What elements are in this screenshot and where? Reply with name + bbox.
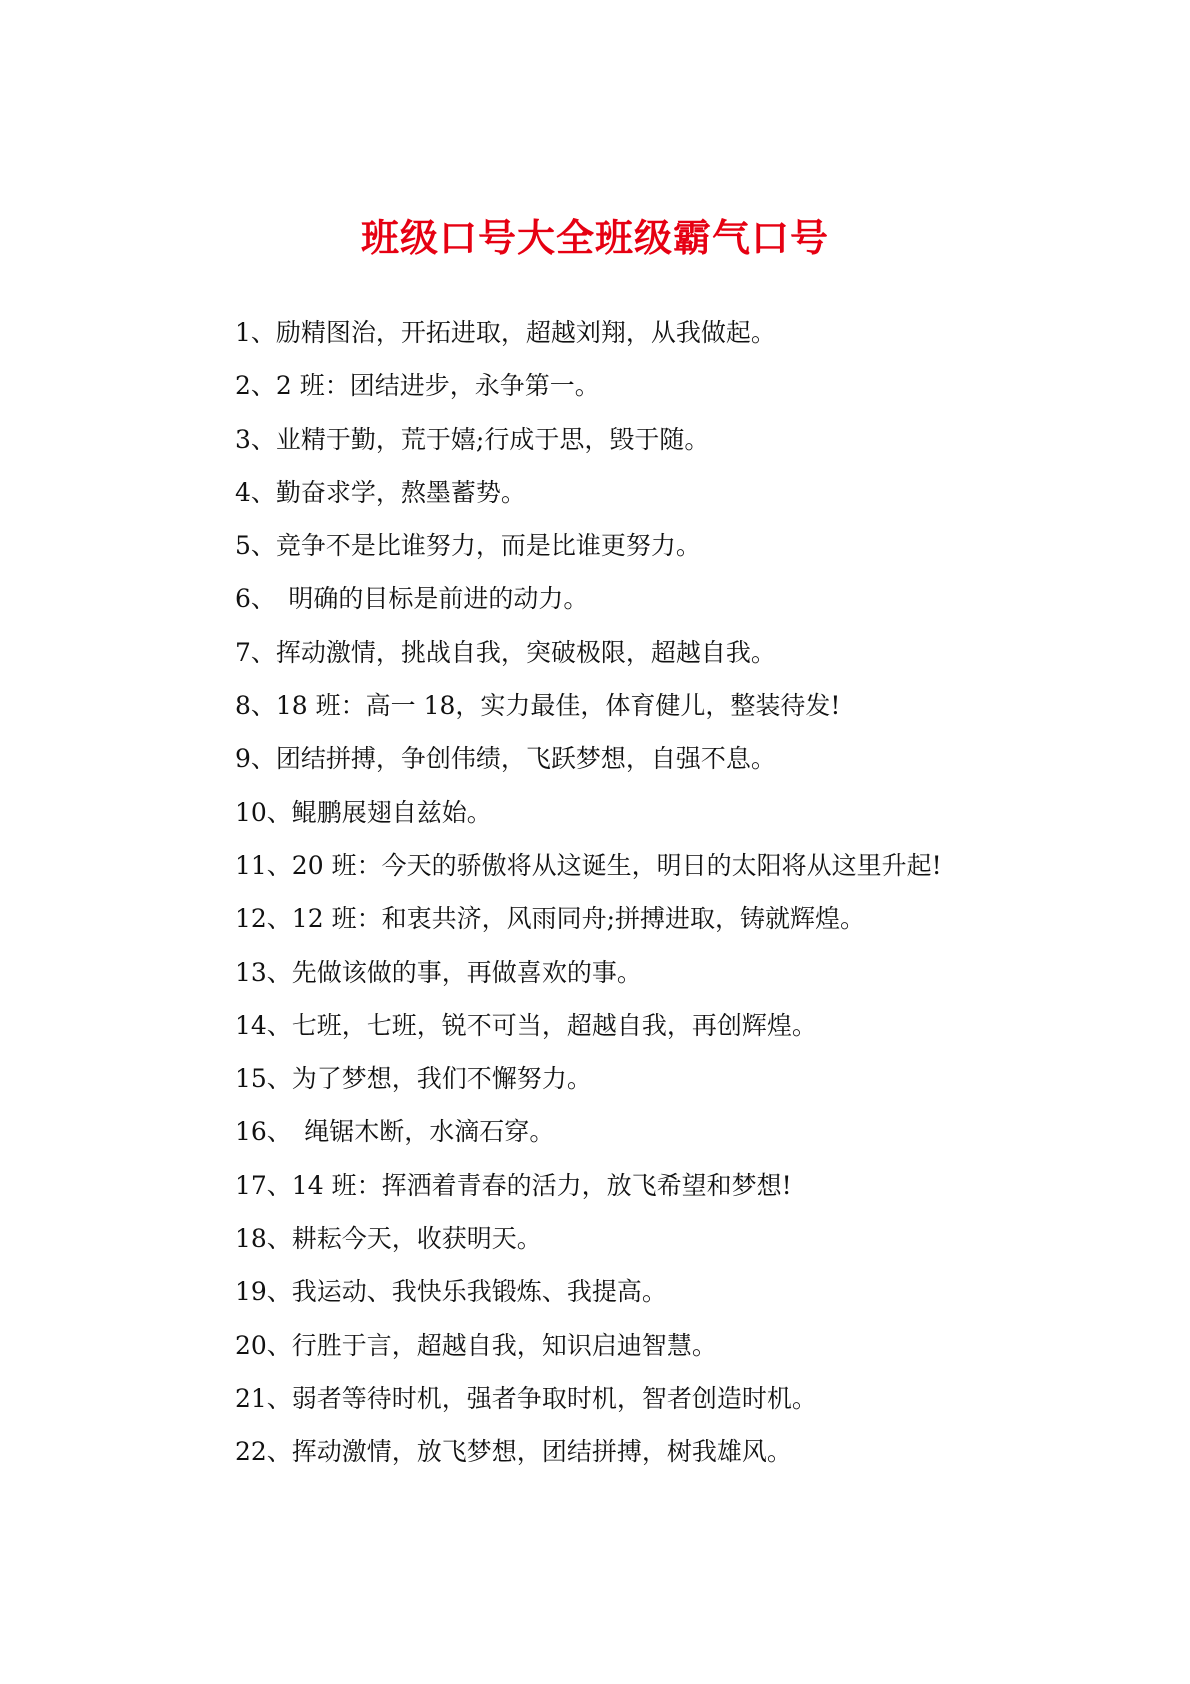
slogan-item: 15、为了梦想，我们不懈努力。 bbox=[235, 1064, 592, 1094]
slogan-item: 21、弱者等待时机，强者争取时机，智者创造时机。 bbox=[235, 1383, 817, 1413]
slogan-item: 6、 明确的目标是前进的动力。 bbox=[235, 584, 589, 614]
slogan-item: 17、14 班：挥洒着青春的活力，放飞希望和梦想! bbox=[235, 1170, 792, 1200]
slogan-item: 14、七班，七班，锐不可当，超越自我，再创辉煌。 bbox=[235, 1010, 817, 1040]
slogan-item: 11、20 班：今天的骄傲将从这诞生，明日的太阳将从这里升起! bbox=[235, 850, 942, 880]
slogan-item: 3、业精于勤，荒于嬉;行成于思，毁于随。 bbox=[235, 424, 710, 454]
slogan-item: 20、行胜于言，超越自我，知识启迪智慧。 bbox=[235, 1330, 717, 1360]
slogan-item: 18、耕耘今天，收获明天。 bbox=[235, 1224, 542, 1254]
slogan-item: 7、挥动激情，挑战自我，突破极限，超越自我。 bbox=[235, 637, 776, 667]
slogan-item: 9、团结拼搏，争创伟绩，飞跃梦想，自强不息。 bbox=[235, 744, 776, 774]
slogan-item: 8、18 班：高一 18，实力最佳，体育健儿，整装待发! bbox=[235, 691, 841, 721]
slogan-item: 5、竞争不是比谁努力，而是比谁更努力。 bbox=[235, 531, 701, 561]
slogan-item: 2、2 班：团结进步，永争第一。 bbox=[235, 371, 600, 401]
slogan-item: 4、勤奋求学，熬墨蓄势。 bbox=[235, 477, 526, 507]
slogan-item: 16、 绳锯木断，水滴石穿。 bbox=[235, 1117, 555, 1147]
slogan-item: 13、先做该做的事，再做喜欢的事。 bbox=[235, 957, 642, 987]
slogan-item: 12、12 班：和衷共济，风雨同舟;拼搏进取，铸就辉煌。 bbox=[235, 904, 865, 934]
slogan-list bbox=[235, 306, 1135, 1479]
slogan-item: 22、挥动激情，放飞梦想，团结拼搏，树我雄风。 bbox=[235, 1437, 792, 1467]
slogan-item: 19、我运动、我快乐我锻炼、我提高。 bbox=[235, 1277, 667, 1307]
slogan-item: 10、鲲鹏展翅自兹始。 bbox=[235, 797, 492, 827]
document-title: 班级口号大全班级霸气口号 bbox=[360, 215, 829, 260]
slogan-item: 1、励精图治，开拓进取，超越刘翔，从我做起。 bbox=[235, 318, 776, 347]
